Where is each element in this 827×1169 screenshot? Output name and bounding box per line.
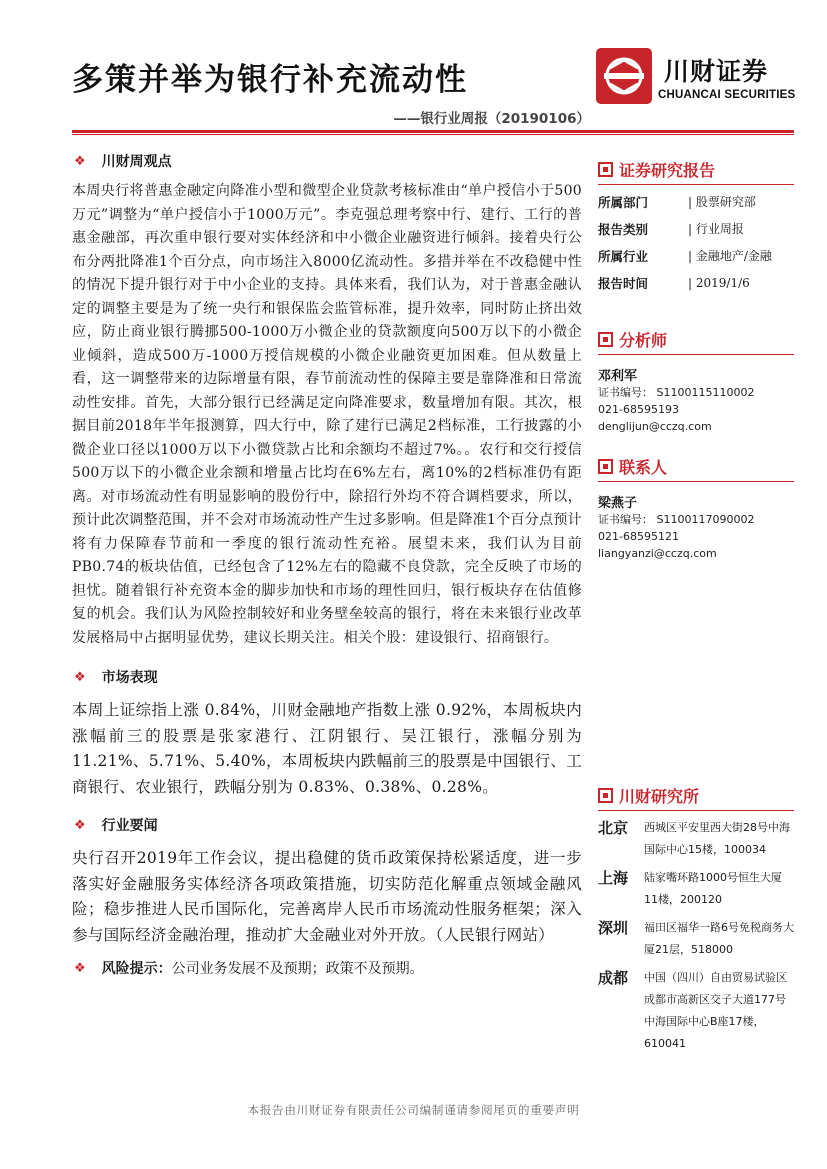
sidebar-heading-institute: 川财研究所 <box>598 784 794 806</box>
diamond-bullet-icon: ❖ <box>74 670 86 685</box>
contact-name: 梁燕子 <box>598 496 638 511</box>
diamond-bullet-icon: ❖ <box>74 960 86 976</box>
logo-mark-icon <box>596 48 652 104</box>
analyst-email[interactable]: denglijun@cczq.com <box>598 420 712 433</box>
weekly-view-paragraph: 本周央行将普惠金融定向降准小型和微型企业贷款考核标准由“单户授信小于500万元”调整为“单户授信小于1000万元”。李克强总理考察中行、建行、工行的普惠金融部，再次重申银行要对实体经济和中小微企业融资进行倾斜。接着央行公布分两批降准1个百分点，向市场注入8000亿流动性。多措并举在不改稳健中性的情况下提升银行对于中小企业的支持。具体来看，我们认为，对于普惠金融认定的调整主要是为了统一央行和银保监会监管标准，提升效率，同时防止挤出效应，防止商业银行腾挪500-1000万小微企业的贷款额度向500万以下的小微企业倾斜，造成500万-1000万授信规模的小微企业融资更加困难。但从数量上看，这一调整带来的边际增量有限，春节前流动性的保障主要是靠降准和日常流动性安排。首先，大部分银行已经满足定向降准要求，数量增加有限。其次，根据目前2018年半年报测算，四大行中，除了建行已满足2档标准，工行披露的小微企业口径以1000万以下小微贷款占比和余额均不超过7%。。农行和交行授信500万以下的小微企业余额和增量占比均在6%左右，离10%的2档标准仍有距离。对市场流动性有明显影响的股份行中，除招行外均不符合调档要求，所以，预计此次调整范围，并不会对市场流动性产生过多影响。但是降准1个百分点预计将有力保障春节前和一季度的银行流动性充裕。展望未来，我们认为目前PB0.74的板块估值，已经包含了12%左右的隐藏不良贷款，完全反映了市场的担忧。随着银行补充资本金的脚步加快和市场的理性回归，银行板块存在估值修复的机会。我们认为风险控制较好和业务壁垒较高的银行，将在未来银行业改革发展格局中占据明显优势，建议长期关注。相关个股：建设银行、招商银行。 <box>72 183 582 646</box>
company-logo <box>596 48 796 110</box>
square-bullet-icon <box>598 162 613 177</box>
sidebar-analyst <box>598 328 794 435</box>
info-row: 所属部门 | 股票研究部 <box>598 195 756 210</box>
news-paragraph: 央行召开2019年工作会议，提出稳健的货币政策保持松紧适度，进一步落实好金融服务实体经济各项政策措施，切实防范化解重点领域金融风险；稳步推进人民币国际化，完善离岸人民币市场流动性服务框架；深入参与国际经济金融治理，推动扩大金融业对外开放。（人民银行网站） <box>72 849 582 944</box>
main-content <box>72 150 582 978</box>
section-heading-market: ❖ 市场表现 <box>72 666 582 690</box>
sidebar-institute <box>598 784 794 1055</box>
sidebar-divider <box>598 810 794 811</box>
risk-text: 公司业务发展不及预期；政策不及预期。 <box>171 961 424 977</box>
office-shenzhen: 深圳 福田区福华一路6号免税商务大厦21层，518000 <box>598 919 794 956</box>
contact-email[interactable]: liangyanzi@cczq.com <box>598 547 717 560</box>
contact-phone: 021-68595121 <box>598 530 679 543</box>
sidebar-heading-analyst: 分析师 <box>598 328 794 350</box>
square-bullet-icon <box>598 459 613 474</box>
square-bullet-icon <box>598 788 613 803</box>
square-bullet-icon <box>598 332 613 347</box>
risk-warning <box>72 958 582 978</box>
risk-label: 风险提示： <box>101 961 172 977</box>
market-paragraph: 本周上证综指上涨 0.84%，川财金融地产指数上涨 0.92%，本周板块内涨幅前三的股票是张家港行、江阴银行、吴江银行，涨幅分别为 11.21%、5.71%、5.40%，本周板块内跌幅前三的股票是中国银行、工商银行、农业银行，跌幅分别为 0.83%、0.38%、0.28%。 <box>72 701 582 796</box>
diamond-bullet-icon: ❖ <box>74 154 86 169</box>
header-divider <box>72 130 794 133</box>
info-row: 所属行业 | 金融地产/金融 <box>598 249 772 264</box>
sidebar-report-info <box>598 158 794 297</box>
analyst-name: 邓利军 <box>598 369 638 384</box>
info-row: 报告时间 | 2019/1/6 <box>598 276 750 291</box>
office-chengdu: 成都 中国（四川）自由贸易试验区成都市高新区交子大道177号中海国际中心B座17楼，610041 <box>598 969 787 1050</box>
sidebar-divider <box>598 481 794 482</box>
sidebar-divider <box>598 354 794 355</box>
sidebar-heading-contact: 联系人 <box>598 455 794 477</box>
section-heading-weekly-view: ❖ 川财周观点 <box>72 150 582 174</box>
report-subtitle: ——银行业周报（20190106） <box>393 111 590 127</box>
contact-cert: 证书编号： S1100117090002 <box>598 513 755 526</box>
info-row: 报告类别 | 行业周报 <box>598 222 744 237</box>
sidebar-heading-report: 证券研究报告 <box>598 158 794 180</box>
office-beijing: 北京 西城区平安里西大街28号中海国际中心15楼，100034 <box>598 819 790 856</box>
analyst-cert: 证书编号： S1100115110002 <box>598 386 755 399</box>
diamond-bullet-icon: ❖ <box>74 818 86 833</box>
office-shanghai: 上海 陆家嘴环路1000号恒生大厦11楼，200120 <box>598 869 782 906</box>
section-heading-news: ❖ 行业要闻 <box>72 814 582 838</box>
footer-disclaimer: 本报告由川财证券有限责任公司编制谨请参阅尾页的重要声明 <box>247 1103 580 1117</box>
report-title: 多策并举为银行补充流动性 <box>72 62 468 98</box>
sidebar-divider <box>598 184 794 185</box>
sidebar-contact <box>598 455 794 562</box>
logo-chinese-name: 川财证券 <box>664 57 769 86</box>
logo-english-name: CHUANCAI SECURITIES <box>658 89 796 101</box>
header-divider-thin <box>72 134 794 135</box>
analyst-phone: 021-68595193 <box>598 403 679 416</box>
